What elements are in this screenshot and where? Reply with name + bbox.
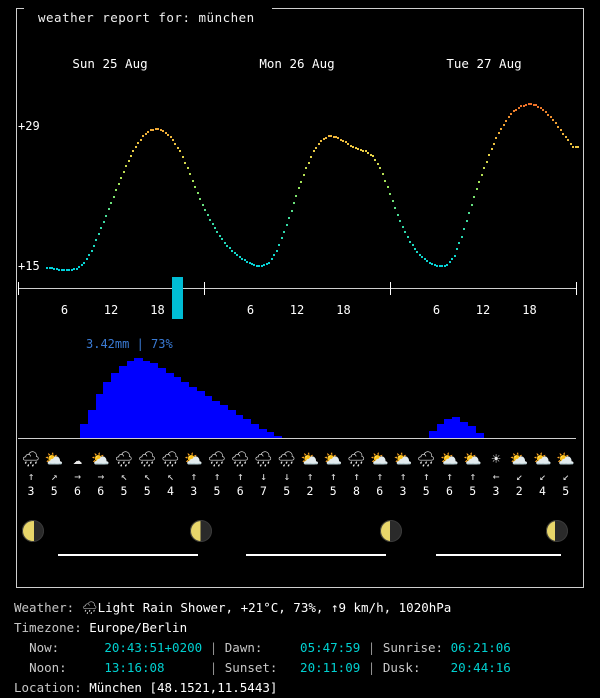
hourly-condition-cell xyxy=(88,448,114,498)
temperature-point xyxy=(120,177,122,179)
wind-speed-value: 6 xyxy=(446,484,453,498)
hour-tick-label: 12 xyxy=(475,303,491,317)
temperature-point xyxy=(550,116,552,118)
weather-spacer xyxy=(74,600,82,615)
hourly-condition-row xyxy=(18,448,576,510)
weather-condition-icon: ⛅ xyxy=(300,450,320,468)
wind-direction-icon: → xyxy=(74,470,81,483)
sep-2: | xyxy=(367,640,376,655)
current-time-marker xyxy=(172,277,183,319)
temperature-point xyxy=(449,261,451,263)
wind-speed-value: 7 xyxy=(260,484,267,498)
weather-condition-icon: ⛅ xyxy=(323,450,343,468)
temperature-point xyxy=(288,217,290,219)
temperature-point xyxy=(557,126,559,128)
temperature-point xyxy=(471,204,473,206)
weather-condition-icon: ⛅ xyxy=(463,450,483,468)
temperature-point xyxy=(295,195,297,197)
temperature-point xyxy=(271,258,273,260)
day-boundary-tick xyxy=(204,282,205,295)
moon-phase-row xyxy=(18,514,576,560)
sunrise-label: Sunrise: xyxy=(382,640,444,655)
temperature-point xyxy=(372,155,374,157)
temperature-point xyxy=(384,180,386,182)
wind-speed-value: 4 xyxy=(539,484,546,498)
temperature-point xyxy=(476,188,478,190)
temperature-point xyxy=(98,233,100,235)
rain-cloud-icon: 🌧 xyxy=(81,600,98,615)
hourly-condition-cell xyxy=(111,448,137,498)
temperature-point xyxy=(308,162,310,164)
wind-speed-value: 3 xyxy=(399,484,407,498)
weather-condition-icon: 🌧 xyxy=(21,450,41,468)
wind-direction-icon: ↓ xyxy=(283,470,291,483)
wind-direction-icon: ↑ xyxy=(236,470,244,483)
temperature-point xyxy=(110,202,112,204)
hourly-condition-cell xyxy=(437,448,463,498)
precipitation-chart xyxy=(18,352,576,438)
hour-axis xyxy=(18,288,576,289)
hour-tick-label: 12 xyxy=(289,303,305,317)
hourly-condition-cell xyxy=(483,448,509,498)
wind-speed-value: 5 xyxy=(422,484,430,498)
temperature-point xyxy=(399,220,401,222)
hour-tick-label: 6 xyxy=(60,303,69,317)
noon-sunset-dusk-row xyxy=(14,658,594,678)
temperature-point xyxy=(461,236,463,238)
temperature-point xyxy=(565,136,567,138)
temperature-point xyxy=(300,181,302,183)
temperature-point xyxy=(286,224,288,226)
temperature-point xyxy=(204,209,206,211)
temperature-point xyxy=(199,198,201,200)
weather-condition-icon: 🌧 xyxy=(346,450,367,468)
wind-direction-icon: ↙ xyxy=(515,470,523,483)
temperature-point xyxy=(140,139,142,141)
temperature-point xyxy=(315,147,317,149)
dawn-label: Dawn: xyxy=(224,640,263,655)
temperature-point xyxy=(446,264,448,266)
weather-condition-icon: ⛅ xyxy=(556,450,576,468)
temperature-point xyxy=(486,161,488,163)
wind-speed-value: 6 xyxy=(97,484,105,498)
location-label: Location: xyxy=(14,680,82,695)
temperature-point xyxy=(187,167,189,169)
moon-phase-icon xyxy=(22,520,44,542)
weather-condition-icon: ⛅ xyxy=(91,450,111,468)
hour-tick-label: 12 xyxy=(103,303,119,317)
temperature-point xyxy=(382,173,384,175)
temperature-point xyxy=(488,154,490,156)
temperature-point xyxy=(313,150,315,152)
temperature-point xyxy=(570,143,572,145)
temperature-point xyxy=(137,142,139,144)
temperature-point xyxy=(108,208,110,210)
hourly-condition-cell xyxy=(390,448,416,498)
timezone-value: Europe/Berlin xyxy=(89,620,188,635)
temperature-point xyxy=(510,113,512,115)
temperature-point xyxy=(113,196,115,198)
weather-condition-icon: 🌧 xyxy=(230,450,250,468)
temperature-point xyxy=(192,180,194,182)
moon-phase-icon xyxy=(190,520,212,542)
temperature-point xyxy=(555,122,557,124)
temperature-point xyxy=(123,171,125,173)
temperature-point xyxy=(174,143,176,145)
temperature-point xyxy=(184,162,186,164)
hour-tick-label: 18 xyxy=(522,303,537,317)
wind-speed-value: 8 xyxy=(353,484,360,498)
hour-tick-label: 6 xyxy=(246,303,255,317)
hourly-condition-cell xyxy=(413,448,439,498)
temperature-point xyxy=(177,147,179,149)
weather-condition-icon: ☀ xyxy=(491,450,501,468)
temperature-point xyxy=(268,262,270,264)
temperature-point xyxy=(142,135,144,137)
temperature-point xyxy=(202,204,204,206)
temperature-point xyxy=(404,231,406,233)
wind-direction-icon: ↑ xyxy=(446,470,453,483)
day-header-0: Sun 25 Aug xyxy=(72,56,148,71)
temperature-point xyxy=(95,239,97,241)
temperature-point xyxy=(216,231,218,233)
wind-direction-icon: ↑ xyxy=(329,470,337,483)
weather-condition-icon: 🌧 xyxy=(416,450,436,468)
temperature-point xyxy=(466,220,468,222)
precipitation-baseline xyxy=(18,438,576,439)
temperature-point xyxy=(226,245,228,247)
hourly-condition-cell xyxy=(251,448,277,498)
wind-speed-value: 3 xyxy=(492,484,500,498)
temperature-point xyxy=(291,210,293,212)
wind-direction-icon: ↑ xyxy=(353,470,360,483)
wind-speed-value: 5 xyxy=(469,484,477,498)
temperature-point xyxy=(412,244,414,246)
temperature-point xyxy=(207,214,209,216)
hourly-condition-cell xyxy=(274,448,300,498)
temperature-point xyxy=(414,248,416,250)
temperature-point xyxy=(389,193,391,195)
temperature-point xyxy=(397,214,399,216)
temperature-point xyxy=(103,221,105,223)
wind-direction-icon: ← xyxy=(492,470,500,483)
page-title: weather report for: münchen xyxy=(38,10,255,25)
temperature-point xyxy=(273,254,275,256)
day-boundary-tick xyxy=(576,282,577,295)
hourly-condition-cell xyxy=(41,448,67,498)
wind-speed-value: 5 xyxy=(143,484,151,498)
temperature-point xyxy=(409,241,411,243)
temperature-point xyxy=(481,174,483,176)
temperature-point xyxy=(468,212,470,214)
wind-direction-icon: ↑ xyxy=(399,470,407,483)
temperature-point xyxy=(281,237,283,239)
hourly-condition-cell xyxy=(158,448,184,498)
hourly-condition-cell xyxy=(297,448,323,498)
temperature-point xyxy=(310,156,312,158)
weather-condition-icon: 🌧 xyxy=(137,450,157,468)
hourly-condition-cell xyxy=(367,448,393,498)
hour-tick-label: 6 xyxy=(432,303,441,317)
hour-tick-label: 18 xyxy=(150,303,165,317)
temperature-point xyxy=(379,167,381,169)
hourly-condition-cell xyxy=(460,448,486,498)
wind-direction-icon: ↙ xyxy=(539,470,546,483)
night-span-bar xyxy=(436,554,561,556)
sunset-label: Sunset: xyxy=(224,660,278,675)
wind-speed-value: 5 xyxy=(213,484,221,498)
wind-speed-value: 5 xyxy=(283,484,291,498)
temperature-point xyxy=(567,139,569,141)
temperature-point xyxy=(93,245,95,247)
weather-value: Light Rain Shower, +21°C, 73%, ↑9 km/h, 1020hPa xyxy=(97,600,452,615)
temp-min-label: +15 xyxy=(18,259,40,273)
location-row xyxy=(14,678,594,698)
sep-4: | xyxy=(367,660,376,675)
hourly-condition-cell xyxy=(320,448,346,498)
temperature-point xyxy=(283,231,285,233)
weather-summary-row xyxy=(14,598,594,618)
temperature-point xyxy=(229,247,231,249)
wind-speed-value: 2 xyxy=(306,484,314,498)
temperature-point xyxy=(577,146,579,148)
temperature-point xyxy=(172,139,174,141)
weather-condition-icon: ⛅ xyxy=(393,450,413,468)
wind-direction-icon: ↗ xyxy=(50,470,58,483)
wind-direction-icon: ↑ xyxy=(422,470,430,483)
wind-speed-value: 6 xyxy=(236,484,244,498)
temperature-point xyxy=(278,244,280,246)
wind-speed-value: 5 xyxy=(329,484,337,498)
temperature-point xyxy=(305,167,307,169)
temperature-point xyxy=(224,242,226,244)
weather-condition-icon: 🌧 xyxy=(114,450,134,468)
wind-speed-value: 5 xyxy=(120,484,128,498)
wind-speed-value: 4 xyxy=(167,484,174,498)
temperature-point xyxy=(221,238,223,240)
weather-condition-icon: ⛅ xyxy=(44,450,64,468)
sunrise-value: 06:21:06 xyxy=(450,640,511,655)
weather-label: Weather: xyxy=(14,600,75,615)
temperature-point xyxy=(493,143,495,145)
wind-direction-icon: ↑ xyxy=(306,470,314,483)
temperature-point xyxy=(374,159,376,161)
temperature-point xyxy=(135,146,137,148)
location-value: München [48.1521,11.5443] xyxy=(89,680,278,695)
moon-phase-icon xyxy=(546,520,568,542)
hour-tick-label: 18 xyxy=(336,303,351,317)
wind-direction-icon: ↙ xyxy=(562,470,570,483)
hourly-condition-cell xyxy=(506,448,532,498)
temperature-point xyxy=(189,173,191,175)
temperature-point xyxy=(303,174,305,176)
weather-condition-icon: ⛅ xyxy=(184,450,204,468)
wind-speed-value: 3 xyxy=(190,484,198,498)
temperature-point xyxy=(402,226,404,228)
temperature-point xyxy=(392,200,394,202)
temperature-point xyxy=(451,258,453,260)
temperature-point xyxy=(145,133,147,135)
temperature-point xyxy=(214,227,216,229)
wind-direction-icon: ↑ xyxy=(376,470,384,483)
weather-condition-icon: 🌧 xyxy=(253,450,274,468)
temperature-point xyxy=(105,215,107,217)
now-label: Now: xyxy=(29,640,60,655)
wind-speed-value: 2 xyxy=(515,484,523,498)
day-boundary-tick xyxy=(18,282,19,295)
weather-condition-icon: ☁ xyxy=(72,450,83,468)
weather-condition-icon: ⛅ xyxy=(440,450,459,468)
moon-phase-icon xyxy=(380,520,402,542)
wind-direction-icon: ↖ xyxy=(120,470,128,483)
temperature-point xyxy=(552,119,554,121)
temperature-point xyxy=(130,155,132,157)
temperature-point xyxy=(293,202,295,204)
temperature-point xyxy=(483,167,485,169)
temperature-point xyxy=(503,124,505,126)
now-dawn-sunrise-row xyxy=(14,638,594,658)
hourly-condition-cell xyxy=(134,448,160,498)
wind-direction-icon: ↓ xyxy=(260,470,267,483)
weather-condition-icon: 🌧 xyxy=(160,450,181,468)
temperature-point xyxy=(276,250,278,252)
hourly-condition-cell xyxy=(18,448,44,498)
titlebar-left-edge xyxy=(16,8,17,28)
temperature-point xyxy=(100,227,102,229)
timezone-row xyxy=(14,618,594,638)
temperature-point xyxy=(128,160,130,162)
now-value: 20:43:51+0200 xyxy=(104,640,203,655)
wind-direction-icon: ↑ xyxy=(213,470,221,483)
hourly-condition-cell xyxy=(204,448,230,498)
temp-max-label: +29 xyxy=(18,119,40,133)
temperature-point xyxy=(76,268,78,270)
weather-condition-icon: 🌧 xyxy=(207,450,227,468)
temperature-point xyxy=(491,148,493,150)
temperature-point xyxy=(115,189,117,191)
titlebar-top-left-line xyxy=(16,8,24,9)
night-span-bar xyxy=(58,554,198,556)
weather-condition-icon: ⛅ xyxy=(370,450,390,468)
hourly-condition-cell xyxy=(553,448,579,498)
temperature-point xyxy=(454,255,456,257)
timezone-label: Timezone: xyxy=(14,620,82,635)
weather-condition-icon: ⛅ xyxy=(509,450,529,468)
titlebar-top-right-line xyxy=(272,8,584,9)
wind-speed-value: 5 xyxy=(50,484,58,498)
title-bar xyxy=(16,8,584,28)
temperature-point xyxy=(318,143,320,145)
temperature-point xyxy=(387,186,389,188)
temperature-point xyxy=(118,183,120,185)
temperature-point xyxy=(83,262,85,264)
temperature-point xyxy=(463,228,465,230)
sep-1: | xyxy=(209,640,218,655)
hourly-condition-cell xyxy=(227,448,253,498)
hourly-condition-cell xyxy=(530,448,556,498)
temperature-point xyxy=(407,236,409,238)
summary-block xyxy=(14,598,594,698)
titlebar-right-edge xyxy=(583,8,584,28)
precip-peak-label: 3.42mm | 73% xyxy=(86,337,173,351)
temperature-point xyxy=(495,137,497,139)
temperature-point xyxy=(179,150,181,152)
temperature-point xyxy=(498,132,500,134)
wind-direction-icon: ↖ xyxy=(143,470,151,483)
wind-speed-value: 6 xyxy=(376,484,384,498)
temperature-point xyxy=(219,235,221,237)
temperature-point xyxy=(78,266,80,268)
day-boundary-tick xyxy=(390,282,391,295)
day-header-2: Tue 27 Aug xyxy=(446,56,522,71)
noon-label: Noon: xyxy=(29,660,67,675)
temperature-point xyxy=(212,223,214,225)
temperature-point xyxy=(81,264,83,266)
wind-speed-value: 3 xyxy=(27,484,35,498)
wind-direction-icon: ↖ xyxy=(167,470,174,483)
hourly-condition-cell xyxy=(344,448,370,498)
temperature-point xyxy=(500,128,502,130)
temperature-point xyxy=(88,254,90,256)
temperature-point xyxy=(182,156,184,158)
temperature-chart xyxy=(46,96,576,276)
temperature-point xyxy=(86,258,88,260)
dusk-label: Dusk: xyxy=(382,660,421,675)
hourly-condition-cell xyxy=(181,448,207,498)
wind-direction-icon: ↑ xyxy=(190,470,198,483)
temperature-point xyxy=(458,242,460,244)
temperature-point xyxy=(478,181,480,183)
weather-condition-icon: 🌧 xyxy=(277,450,297,468)
temperature-point xyxy=(91,250,93,252)
weather-condition-icon: ⛅ xyxy=(533,450,552,468)
wind-speed-value: 6 xyxy=(74,484,81,498)
temperature-point xyxy=(456,248,458,250)
dawn-value: 05:47:59 xyxy=(300,640,361,655)
temperature-point xyxy=(132,150,134,152)
temperature-point xyxy=(147,131,149,133)
temperature-point xyxy=(377,163,379,165)
temperature-point xyxy=(505,120,507,122)
day-header-1: Mon 26 Aug xyxy=(259,56,335,71)
noon-value: 13:16:08 xyxy=(104,660,165,675)
temperature-point xyxy=(125,165,127,167)
temperature-point xyxy=(508,116,510,118)
wind-direction-icon: → xyxy=(97,470,105,483)
temperature-point xyxy=(394,207,396,209)
temperature-point xyxy=(560,129,562,131)
hourly-condition-cell xyxy=(65,448,91,498)
sunset-value: 20:11:09 xyxy=(300,660,361,675)
temperature-point xyxy=(473,196,475,198)
dusk-value: 20:44:16 xyxy=(450,660,511,675)
temperature-point xyxy=(197,192,199,194)
wind-speed-value: 5 xyxy=(562,484,570,498)
temperature-point xyxy=(562,133,564,135)
wind-direction-icon: ↑ xyxy=(27,470,35,483)
temperature-point xyxy=(298,187,300,189)
temperature-point xyxy=(194,186,196,188)
sep-3: | xyxy=(209,660,218,675)
night-span-bar xyxy=(246,554,386,556)
wind-direction-icon: ↑ xyxy=(469,470,477,483)
temperature-point xyxy=(209,219,211,221)
